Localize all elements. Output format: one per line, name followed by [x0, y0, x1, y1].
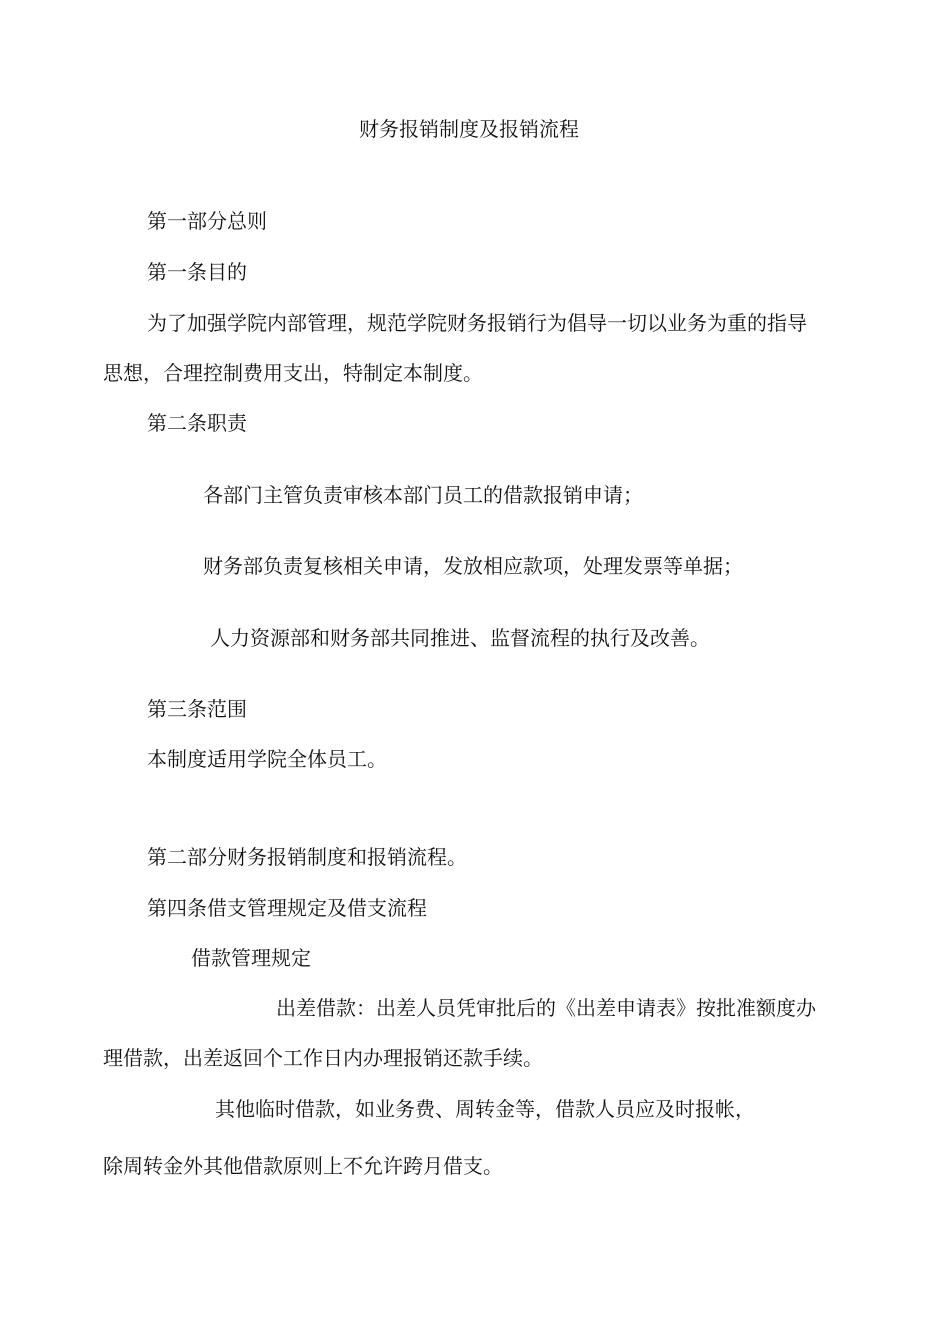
part-2-heading: 第二部分财务报销制度和报销流程。: [147, 845, 467, 869]
travel-loan-line-2: 理借款，出差返回个工作日内办理报销还款手续。: [103, 1046, 543, 1070]
temporary-loan-line-1: 其他临时借款，如业务费、周转金等，借款人员应及时报帐，: [215, 1097, 755, 1121]
part-1-heading: 第一部分总则: [147, 209, 267, 233]
article-1-heading: 第一条目的: [147, 260, 247, 284]
article-2-item-1: 各部门主管负责审核本部门员工的借款报销申请；: [203, 483, 643, 507]
travel-loan-line-1: 出差借款：出差人员凭审批后的《出差申请表》按批准额度办: [276, 996, 816, 1020]
article-2-item-2: 财务部负责复核相关申请，发放相应款项，处理发票等单据；: [203, 554, 743, 578]
article-2-heading: 第二条职责: [147, 411, 247, 435]
article-3-heading: 第三条范围: [147, 697, 247, 721]
article-2-item-3: 人力资源部和财务部共同推进、监督流程的执行及改善。: [210, 626, 710, 650]
article-4-heading: 第四条借支管理规定及借支流程: [147, 896, 427, 920]
article-1-text-line-1: 为了加强学院内部管理，规范学院财务报销行为倡导一切以业务为重的指导: [147, 311, 807, 335]
loan-rules-heading: 借款管理规定: [191, 946, 311, 970]
article-1-text-line-2: 思想，合理控制费用支出，特制定本制度。: [103, 361, 483, 385]
temporary-loan-line-2: 除周转金外其他借款原则上不允许跨月借支。: [103, 1154, 503, 1178]
article-3-text: 本制度适用学院全体员工。: [147, 747, 387, 771]
document-title: 财务报销制度及报销流程: [359, 117, 579, 141]
